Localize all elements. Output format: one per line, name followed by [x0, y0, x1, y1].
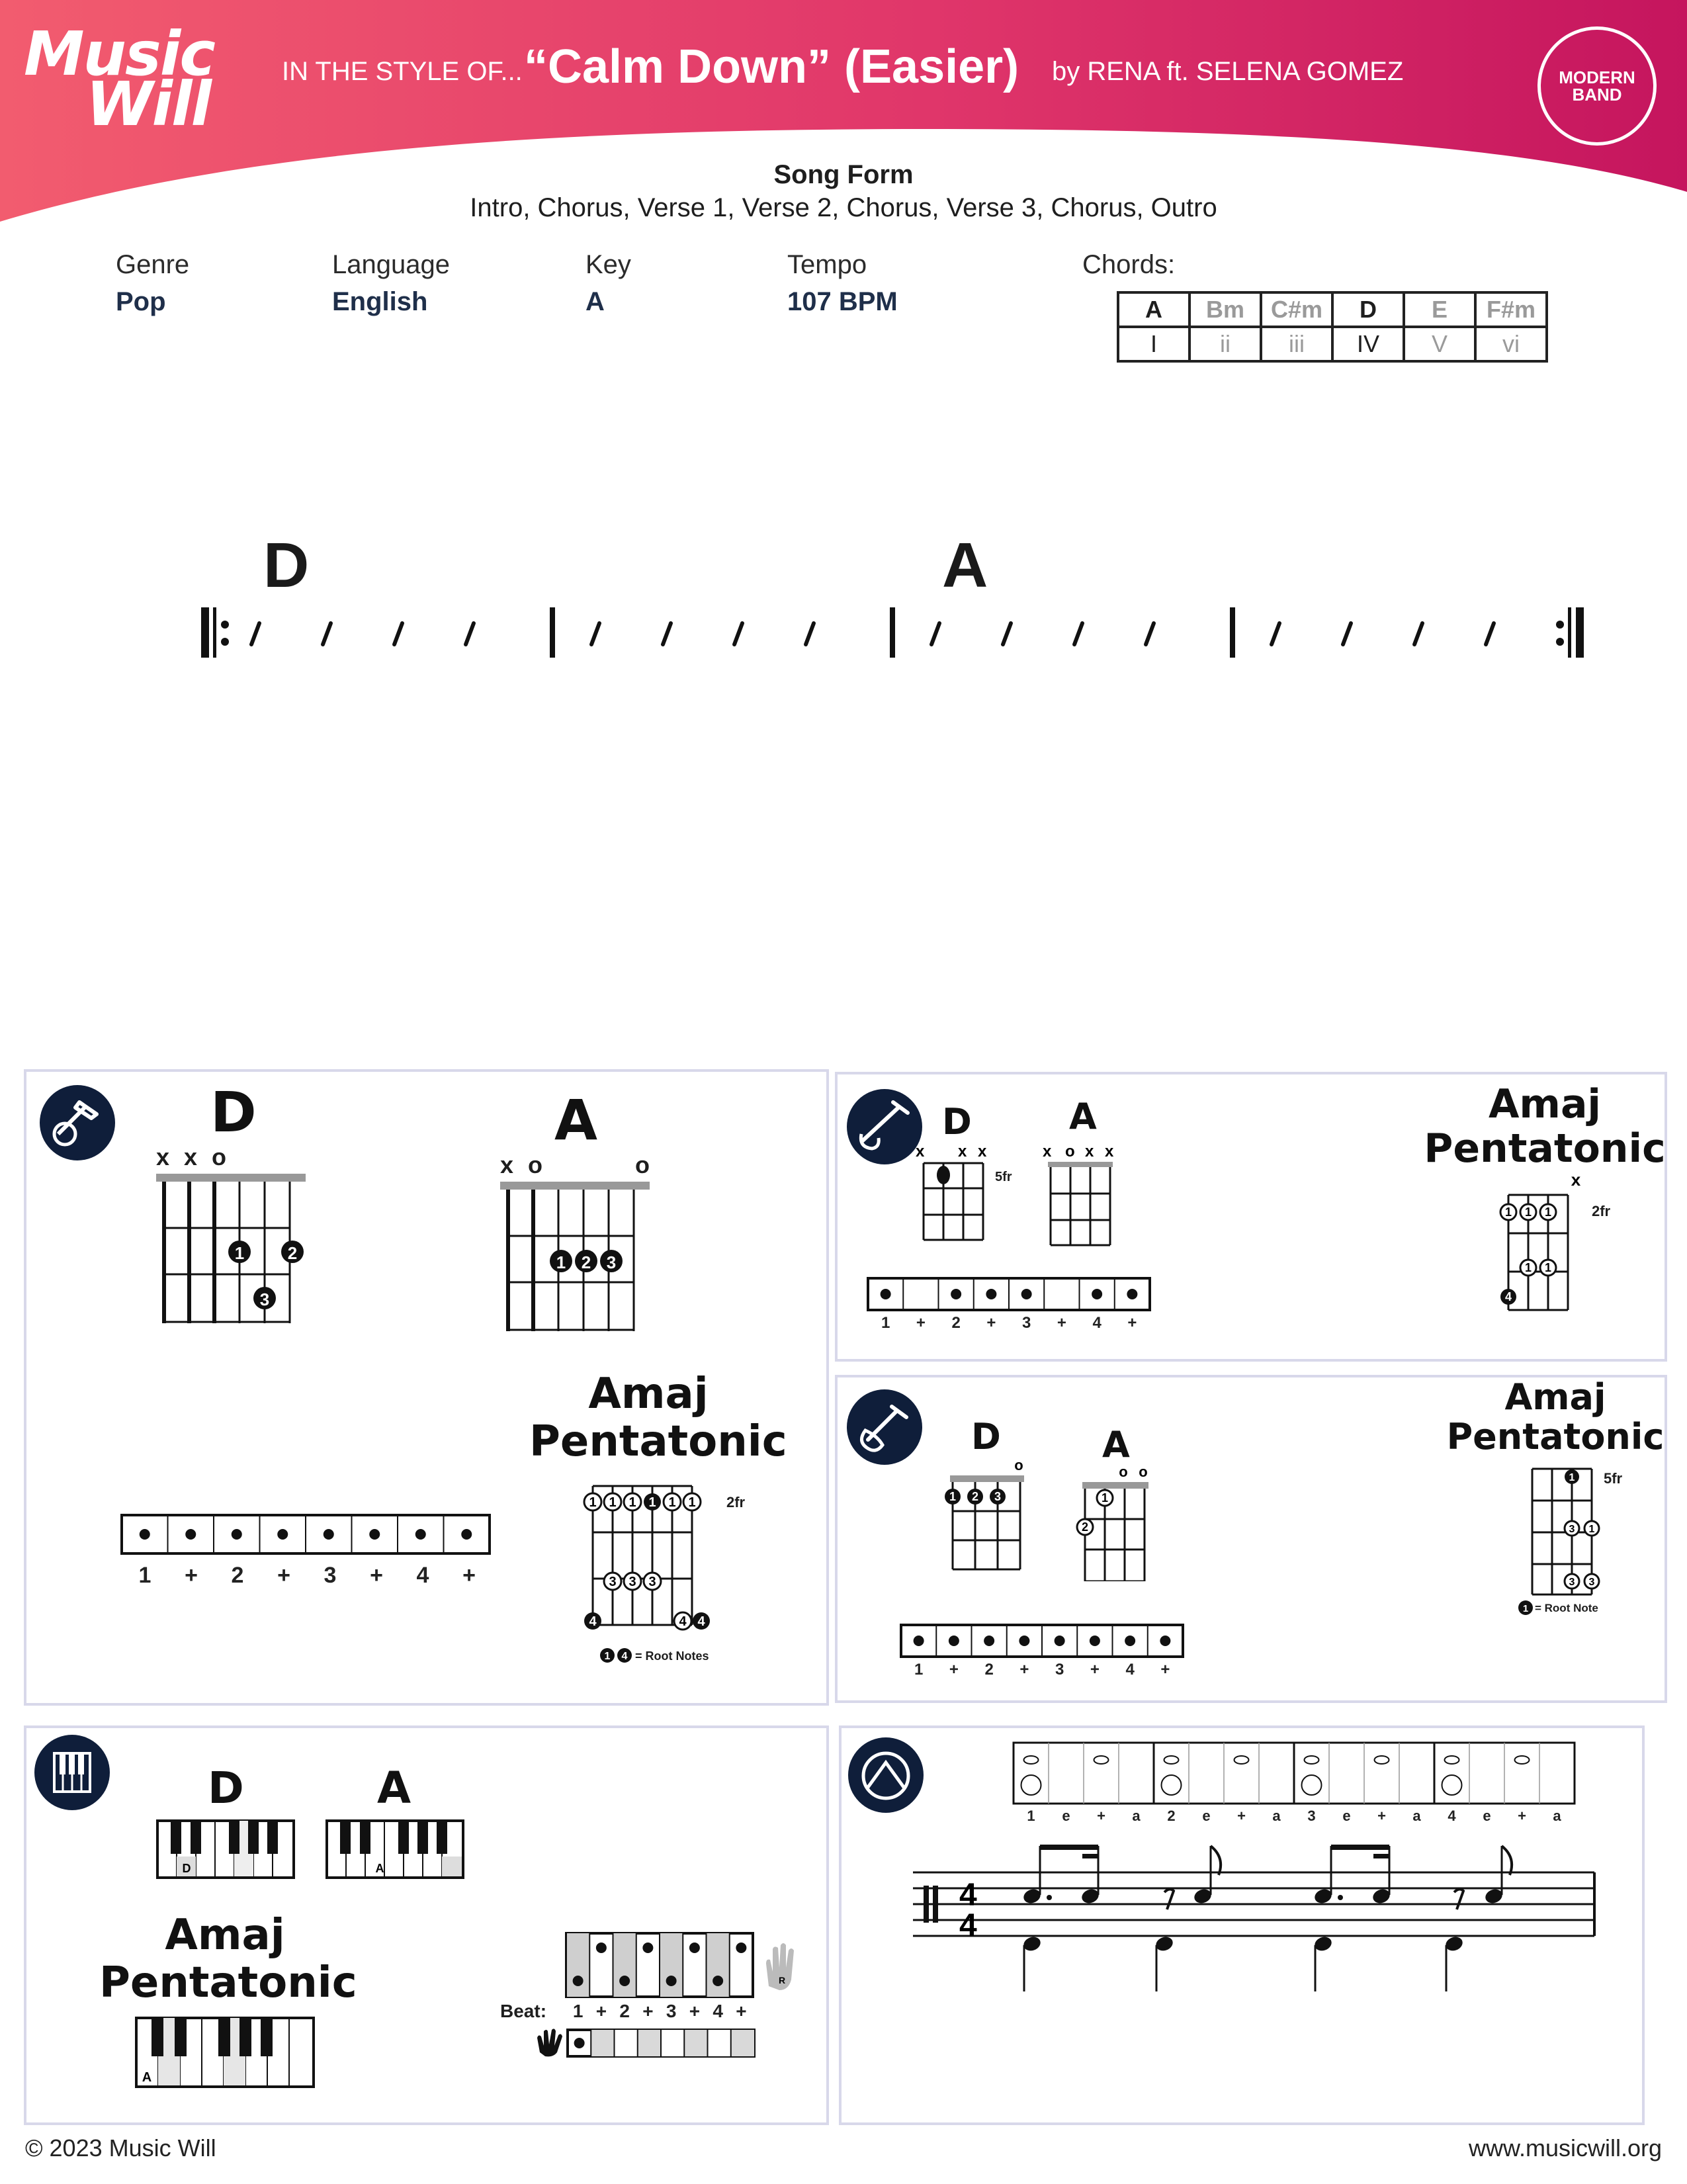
keys-left-hand-cells: [568, 2030, 754, 2056]
keys-left-hand-grid: [566, 2029, 756, 2058]
chord-name-cell: E: [1404, 292, 1475, 327]
beat-slash: [1486, 623, 1494, 644]
guitar-chord-2-marks-left: x o: [500, 1151, 547, 1178]
beat-slash: [466, 623, 474, 644]
language-value: English: [332, 287, 428, 316]
chord-table: [1117, 291, 1548, 363]
ukulele-chord-a-diagram: [1069, 1462, 1168, 1581]
chord-name-cell: C#m: [1261, 292, 1332, 327]
svg-text:x: x: [1571, 1171, 1581, 1190]
chord-name-cell: Bm: [1190, 292, 1261, 327]
song-title: “Calm Down” (Easier): [524, 40, 1019, 93]
ukulele-strum-hit: [1019, 1636, 1029, 1646]
bass-count-label: 3: [1021, 1314, 1031, 1332]
guitar-count-label: 4: [416, 1563, 429, 1588]
svg-text:1: 1: [688, 1495, 696, 1510]
keys-count-label: +: [689, 2001, 701, 2021]
svg-text:3: 3: [606, 1252, 617, 1272]
left-hand-icon: [533, 2026, 566, 2059]
ukulele-strum-hit: [949, 1636, 959, 1646]
language-label: Language: [332, 250, 450, 279]
ukulele-count-label: +: [949, 1661, 959, 1679]
bass-chord-1-name: D: [942, 1101, 972, 1143]
svg-text:4: 4: [1504, 1290, 1512, 1303]
kick-hit: [1302, 1775, 1322, 1795]
keys-count-label: +: [642, 2001, 654, 2021]
svg-text:1: 1: [1569, 1472, 1575, 1483]
ukulele-scale-line-1: Amaj: [1504, 1376, 1606, 1418]
guitar-count-label: 3: [324, 1563, 337, 1588]
keys-count-label: +: [736, 2001, 747, 2021]
bass-rhythm-grid: [867, 1277, 1151, 1313]
key-label: Key: [585, 250, 631, 279]
chord-numeral-cell: IV: [1332, 327, 1404, 361]
guitar-scale-line-1: Amaj: [588, 1370, 709, 1419]
keys-chord-1-name: D: [208, 1763, 244, 1813]
keys-chord-a-keyboard: [325, 1819, 464, 1880]
guitar-scale-diagram: [580, 1479, 725, 1638]
guitar-count-label: 1: [138, 1563, 151, 1588]
tempo-value: 107 BPM: [787, 287, 898, 316]
footer-url[interactable]: www.musicwill.org: [1468, 2134, 1662, 2162]
keys-chord-2-name: A: [377, 1763, 411, 1813]
beat-slash: [394, 623, 402, 644]
svg-text:1: 1: [1504, 1205, 1512, 1219]
svg-text:2: 2: [581, 1252, 591, 1272]
svg-text:2: 2: [1081, 1520, 1089, 1534]
beat-slash: [734, 623, 742, 644]
keys-count-label: +: [595, 2001, 607, 2021]
rhythm-staff: [192, 602, 1601, 668]
tempo-label: Tempo: [787, 250, 867, 279]
drum-count-label: a: [1412, 1808, 1421, 1824]
chord-name-cell: A: [1118, 292, 1190, 327]
guitar-strum-hit: [232, 1529, 242, 1540]
keys-scale-keyboard: [135, 2017, 315, 2089]
svg-text:1: 1: [556, 1252, 566, 1272]
keys-pattern-hit: [596, 1943, 607, 1953]
time-sig-top: 4: [959, 1878, 977, 1913]
beat-slash: [323, 623, 331, 644]
guitar-fret-label: 2fr: [726, 1494, 746, 1510]
guitar-count-label: +: [462, 1563, 476, 1588]
bass-count-label: 2: [951, 1314, 961, 1332]
guitar-root-legend: = Root Notes: [635, 1649, 709, 1663]
svg-text:1: 1: [589, 1495, 597, 1510]
keys-scale-title: [99, 1911, 357, 2007]
drum-count-label: e: [1483, 1808, 1491, 1824]
svg-text:3: 3: [1588, 1577, 1595, 1588]
svg-text:o: o: [1065, 1143, 1075, 1160]
svg-text:1: 1: [668, 1495, 676, 1510]
keys-pattern-hit: [666, 1976, 677, 1986]
svg-text:1: 1: [648, 1495, 656, 1510]
drum-count-label: a: [1553, 1808, 1561, 1824]
genre-label: Genre: [116, 250, 190, 279]
guitar-strum-hit: [140, 1529, 150, 1540]
guitar-count-label: +: [185, 1563, 198, 1588]
drum-count-label: a: [1272, 1808, 1281, 1824]
guitar-strum-hit: [369, 1529, 380, 1540]
hihat-hit: [1024, 1756, 1039, 1764]
guitar-scale-line-2: Pentatonic: [529, 1417, 787, 1466]
hand-label: R: [778, 1975, 786, 1986]
ukulele-count-label: +: [1160, 1661, 1170, 1679]
guitar-strum-hit: [185, 1529, 196, 1540]
beat-slashes: [251, 623, 1494, 644]
keys-scale-line-2: Pentatonic: [99, 1958, 357, 2007]
svg-text:1: 1: [609, 1495, 617, 1510]
ukulele-fret-label: 5fr: [1604, 1470, 1623, 1487]
bass-count-label: +: [916, 1314, 926, 1332]
title-prefix: IN THE STYLE OF...: [282, 57, 523, 86]
drum-count-label: 1: [1027, 1808, 1035, 1824]
drum-count-label: e: [1342, 1808, 1351, 1824]
ukulele-chord-1-name: D: [971, 1416, 1001, 1458]
ukulele-scale-diagram: [1522, 1462, 1608, 1601]
ukulele-strum-hit: [914, 1636, 924, 1646]
bass-fret-label: 2fr: [1592, 1203, 1611, 1219]
svg-text:1: 1: [234, 1243, 245, 1263]
kick-hit: [1162, 1775, 1182, 1795]
bass-hit: [1021, 1289, 1032, 1299]
bass-scale-diagram: [1492, 1171, 1585, 1317]
hihat-hit: [1164, 1756, 1179, 1764]
svg-text:2: 2: [971, 1490, 979, 1503]
ukulele-count-label: +: [1019, 1661, 1029, 1679]
svg-text:4: 4: [697, 1614, 705, 1629]
svg-text:3: 3: [259, 1289, 270, 1309]
keys-chord-2-root: A: [375, 1862, 384, 1875]
hihat-hit: [1375, 1756, 1389, 1764]
guitar-strum-hit: [415, 1529, 426, 1540]
keys-scale-line-1: Amaj: [165, 1911, 285, 1960]
beat-slash: [1074, 623, 1082, 644]
keys-chord-1-root: D: [182, 1862, 191, 1875]
bass-count-label: +: [1127, 1314, 1137, 1332]
keys-count-label: 2: [619, 2001, 630, 2021]
logo-music: Music: [24, 19, 214, 89]
svg-text:x: x: [978, 1143, 987, 1160]
hihat-hit: [1094, 1756, 1109, 1764]
bass-chord-fret-label: 5fr: [995, 1170, 1012, 1184]
ukulele-icon: [845, 1388, 924, 1466]
drum-count-label: +: [1237, 1808, 1246, 1824]
ukulele-scale-title: [1446, 1377, 1665, 1458]
chord-numeral-cell: vi: [1475, 327, 1547, 361]
genre-value: Pop: [116, 287, 166, 316]
svg-text:3: 3: [1569, 1524, 1575, 1535]
ukulele-strum-hit: [984, 1636, 994, 1646]
keys-pattern-hit: [736, 1943, 746, 1953]
guitar-count-label: +: [370, 1563, 383, 1588]
ukulele-chord-d-diagram: [939, 1456, 1039, 1575]
svg-text:4: 4: [621, 1651, 628, 1662]
ukulele-strum-hit: [1055, 1636, 1065, 1646]
bass-scale-title: [1422, 1082, 1667, 1171]
svg-text:o: o: [1014, 1457, 1023, 1473]
guitar-strum-hit: [324, 1529, 334, 1540]
bass-hit: [951, 1289, 961, 1299]
badge-line-1: MODERN: [1559, 67, 1635, 87]
eighth-rest: [1164, 1889, 1174, 1909]
drum-count-label: e: [1202, 1808, 1211, 1824]
svg-text:x: x: [1105, 1143, 1114, 1160]
bass-count-label: +: [1057, 1314, 1066, 1332]
svg-text:3: 3: [648, 1575, 656, 1589]
kick-hit: [1442, 1775, 1462, 1795]
beat-slash: [1146, 623, 1154, 644]
bass-chord-2-name: A: [1069, 1096, 1097, 1137]
song-form-value: Intro, Chorus, Verse 1, Verse 2, Chorus, Verse 3, Chorus, Outro: [470, 193, 1217, 222]
guitar-strum-grid: [120, 1514, 491, 1556]
guitar-strum-hit: [461, 1529, 472, 1540]
hihat-hit: [1515, 1756, 1530, 1764]
guitar-chord-1-name: D: [210, 1080, 257, 1145]
svg-text:1: 1: [604, 1651, 611, 1662]
ukulele-strum-hit: [1160, 1636, 1170, 1646]
keys-pattern-hit: [619, 1976, 630, 1986]
chord-name-cell: F#m: [1475, 292, 1547, 327]
drum-beat-grid: [1012, 1740, 1576, 1825]
bass-count-label: +: [986, 1314, 996, 1332]
bass-chord-d-diagram: [913, 1142, 1019, 1248]
svg-text:o: o: [1139, 1463, 1148, 1480]
time-sig-bottom: 4: [959, 1908, 977, 1943]
keys-pattern-hit: [713, 1976, 723, 1986]
svg-text:1: 1: [949, 1490, 957, 1503]
beat-slash: [931, 623, 939, 644]
kick-hit: [1021, 1775, 1041, 1795]
ukulele-strum-hit: [1090, 1636, 1100, 1646]
keys-pattern-hit: [642, 1943, 653, 1953]
chords-label: Chords:: [1082, 250, 1176, 279]
bass-icon: [845, 1088, 924, 1166]
keys-pattern-hit: [689, 1943, 700, 1953]
svg-text:x: x: [958, 1143, 967, 1160]
header-banner: [0, 0, 1687, 225]
ukulele-root-legend-icon: [1518, 1600, 1534, 1616]
bass-hit: [881, 1289, 891, 1299]
ukulele-strum-hit: [1125, 1636, 1135, 1646]
keys-count-label: 3: [666, 2001, 677, 2021]
guitar-chord-2-marks-right: o: [635, 1151, 650, 1178]
drum-count-label: 4: [1448, 1808, 1456, 1824]
guitar-chord-2-name: A: [554, 1088, 598, 1153]
keys-left-hand-hit: [574, 2038, 585, 2048]
svg-text:1: 1: [1101, 1491, 1109, 1505]
hihat-hit: [1305, 1756, 1319, 1764]
ukulele-chord-2-name: A: [1102, 1424, 1130, 1465]
beat-slash: [251, 623, 259, 644]
guitar-icon: [38, 1084, 116, 1162]
guitar-chord-a-diagram: [497, 1179, 654, 1338]
ukulele-count-label: 1: [914, 1661, 924, 1679]
guitar-chord-d-diagram: [153, 1171, 310, 1330]
chord-name-cell: D: [1332, 292, 1404, 327]
drum-count-label: e: [1062, 1808, 1070, 1824]
drum-notes: [1021, 1845, 1512, 1991]
piano-icon: [33, 1733, 111, 1812]
drum-count-label: +: [1518, 1808, 1526, 1824]
song-form-label: Song Form: [773, 160, 914, 189]
ukulele-count-label: +: [1090, 1661, 1100, 1679]
svg-text:1: 1: [1524, 1261, 1532, 1274]
bass-hit: [1092, 1289, 1102, 1299]
svg-text:3: 3: [994, 1490, 1002, 1503]
bass-count-label: 4: [1092, 1314, 1102, 1332]
keys-count-label: 1: [572, 2001, 584, 2021]
beat-slash: [663, 623, 671, 644]
ukulele-strum-grid: [900, 1624, 1184, 1659]
key-value: A: [585, 287, 605, 316]
chord-numeral-cell: I: [1118, 327, 1190, 361]
bass-chord-a-diagram: [1040, 1142, 1146, 1248]
drum-icon: [847, 1736, 925, 1814]
song-artist: by RENA ft. SELENA GOMEZ: [1052, 57, 1404, 86]
svg-text:3: 3: [628, 1575, 636, 1589]
svg-text:1: 1: [1544, 1205, 1552, 1219]
svg-text:x: x: [1085, 1143, 1094, 1160]
ukulele-count-label: 2: [984, 1661, 994, 1679]
bass-scale-line-1: Amaj: [1488, 1081, 1601, 1127]
chord-numeral-cell: iii: [1261, 327, 1332, 361]
keys-scale-root: A: [142, 2070, 152, 2085]
footer-copyright: © 2023 Music Will: [25, 2134, 216, 2162]
svg-text:2: 2: [287, 1243, 298, 1263]
keys-pattern-grid: [565, 1932, 754, 1998]
drum-count-label: 3: [1307, 1808, 1316, 1824]
guitar-strum-hit: [277, 1529, 288, 1540]
beat-slash: [1003, 623, 1011, 644]
drum-count-label: +: [1377, 1808, 1386, 1824]
keys-pattern-hit: [573, 1976, 584, 1986]
hihat-hit: [1445, 1756, 1459, 1764]
chord-numeral-cell: ii: [1190, 327, 1261, 361]
guitar-count-label: 2: [231, 1563, 244, 1588]
logo-will: Will: [86, 69, 211, 140]
drum-count-label: a: [1132, 1808, 1141, 1824]
svg-text:1: 1: [1522, 1603, 1529, 1614]
drum-count-label: +: [1097, 1808, 1105, 1824]
modern-band-badge: [1537, 26, 1657, 146]
svg-text:3: 3: [609, 1575, 617, 1589]
bass-hit: [1127, 1289, 1137, 1299]
ukulele-root-legend: = Root Note: [1535, 1602, 1598, 1614]
guitar-count-label: +: [277, 1563, 290, 1588]
svg-text:1: 1: [628, 1495, 636, 1510]
keys-count-label: 4: [713, 2001, 723, 2021]
beat-slash: [1343, 623, 1351, 644]
bass-count-label: 1: [881, 1314, 890, 1332]
svg-text:4: 4: [589, 1614, 597, 1629]
svg-text:3: 3: [1569, 1577, 1575, 1588]
drum-count-label: 2: [1167, 1808, 1176, 1824]
beat-slash: [806, 623, 814, 644]
eighth-rest: [1454, 1889, 1463, 1909]
bass-scale-line-2: Pentatonic: [1424, 1125, 1666, 1172]
guitar-chord-1-marks: x x o: [156, 1143, 231, 1170]
svg-text:1: 1: [1524, 1205, 1532, 1219]
svg-text:x: x: [916, 1143, 925, 1160]
svg-text:x: x: [1043, 1143, 1052, 1160]
beat-slash: [591, 623, 599, 644]
ukulele-count-label: 3: [1055, 1661, 1064, 1679]
right-hand-icon: [759, 1940, 799, 1993]
root-note-legend-icon: [599, 1646, 635, 1665]
ukulele-scale-line-2: Pentatonic: [1446, 1416, 1665, 1458]
svg-text:o: o: [1119, 1463, 1128, 1480]
beat-slash: [1414, 623, 1422, 644]
keys-chord-d-keyboard: [156, 1819, 295, 1880]
beat-slash: [1272, 623, 1279, 644]
svg-text:1: 1: [1544, 1261, 1552, 1274]
svg-text:1: 1: [1588, 1524, 1595, 1535]
chord-numeral-cell: V: [1404, 327, 1475, 361]
bass-hit: [986, 1289, 996, 1299]
drum-notation: [913, 1839, 1604, 2011]
hihat-hit: [1234, 1756, 1249, 1764]
progression-chord-2: A: [942, 530, 988, 601]
badge-line-2: BAND: [1572, 85, 1622, 105]
keys-beat-label: Beat:: [500, 2001, 547, 2021]
ukulele-count-label: 4: [1125, 1661, 1135, 1679]
guitar-scale-title: [529, 1370, 787, 1466]
progression-chord-1: D: [263, 530, 310, 601]
svg-text:4: 4: [679, 1614, 687, 1629]
